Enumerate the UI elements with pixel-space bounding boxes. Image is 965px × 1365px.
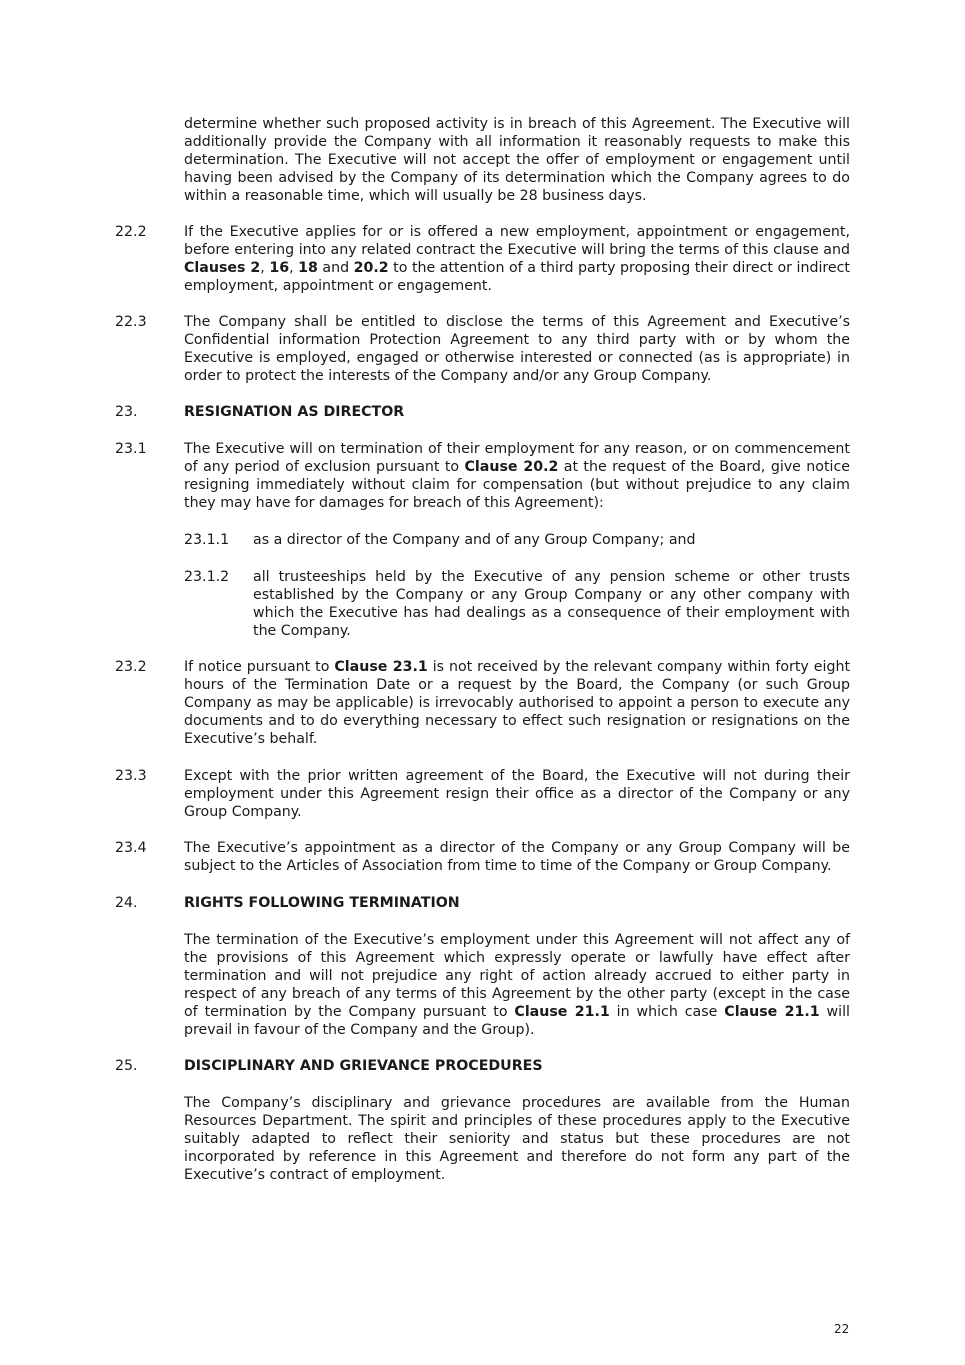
clause-number: 23.4 [115,840,147,856]
subclause-number: 23.1.1 [184,532,230,548]
text-run: , [289,259,299,276]
text-run: to the attention of a third party proposing their direct or indirect employment, appointment or engagement. [184,259,850,294]
subclause-number: 23.1.2 [184,569,230,585]
clause-22-1-continuation: determine whether such proposed activity is in breach of this Agreement. The Executive will additionally provide the Company with all information it reasonably requests to make this determination. The Executive will not accept the offer of employment or engagement until having been advised by the Company of its determination which the Company agrees to do within a reasonable time, which will usually be 28 business days. [184,116,850,204]
section-25-body: The Company’s disciplinary and grievance procedures are available from the Human Resources Department. The spirit and principles of these procedures apply to the Executive suitably adapted to reflect their seniority and status but these procedures are not incorporated by reference in this Agreement and therefore do not form any part of the Executive’s contract of employment. [184,1095,850,1183]
text-run: at the request of the Board, give notice resigning immediately without claim for compensation (but without prejudice to any claim they may have for damages for breach of this Agreement): [184,458,850,511]
section-title: RIGHTS FOLLOWING TERMINATION [184,895,460,911]
section-24-body [184,932,850,1039]
clause-reference: Clauses 2 [184,259,261,276]
section-number: 24. [115,895,138,911]
text-run: The termination of the Executive’s employment under this Agreement will not affect any of the provisions of this Agreement which expressly operate or lawfully have effect after termination and will not prejudice any right of action already accrued to either party in respect of any breach of any terms of this Agreement by the other party (except in the case of termination by the Company pursuant to [184,932,850,1020]
text-run: is not received by the relevant company within forty eight hours of the Termination Date or a request by the Board, the Company (or such Group Company as may be applicable) is irrevocably authorised to appoint a person to execute any documents and to do everything necessary to effect such resignation or resignations on the Executive’s behalf. [184,659,851,747]
text-run: If the Executive applies for or is offered a new employment, appointment or engagement, before entering into any related contract the Executive will bring the terms of this clause and [184,224,850,258]
text-run: If notice pursuant to [184,659,335,675]
clause-number: 22.3 [115,314,147,330]
text-run: , [260,259,270,276]
clause-number: 23.1 [115,441,147,457]
text-run: and [317,259,354,276]
clause-text: The Company shall be entitled to disclose the terms of this Agreement and Executive’s Confidential information Protection Agreement to any third party with or by whom the Executive is employed, engaged or otherwise interested or connected (as is appropriate) in order to protect the interests of the Company and/or any Group Company. [184,314,850,384]
section-title: RESIGNATION AS DIRECTOR [184,404,405,420]
clause-reference: 18 [298,259,318,276]
clause-text [184,224,850,296]
clause-text [184,441,850,513]
text-run: will prevail in favour of the Company and the Group). [184,1003,850,1038]
section-number: 25. [115,1058,138,1074]
clause-number: 23.2 [115,659,147,675]
section-number: 23. [115,404,138,420]
subclause-text: as a director of the Company and of any Group Company; and [253,532,696,548]
clause-reference: Clause 21.1 [724,1003,820,1020]
clause-reference: 16 [269,259,290,276]
page-number: 22 [834,1322,850,1336]
text-run: in which case [609,1003,725,1020]
clause-text: The Executive’s appointment as a director of the Company or any Group Company will be subject to the Articles of Association from time to time of the Company or Group Company. [184,840,850,874]
clause-text [184,659,850,749]
clause-reference: Clause 23.1 [334,659,428,675]
clause-number: 22.2 [115,224,147,240]
text-run: The Executive will on termination of their employment for any reason, or on commencement of any period of exclusion pursuant to [184,441,850,475]
clause-number: 23.3 [115,768,147,784]
clause-reference: Clause 20.2 [464,458,559,475]
clause-text: Except with the prior written agreement of the Board, the Executive will not during their employment under this Agreement resign their office as a director of the Company or any Group Company. [184,768,850,820]
subclause-text: all trusteeships held by the Executive of any pension scheme or other trusts established by the Company or any Group Company or any other company with which the Executive has had dealings as a consequence of their employment with the Company. [253,569,850,639]
clause-reference: 20.2 [353,259,389,276]
clause-reference: Clause 21.1 [514,1003,610,1020]
section-title: DISCIPLINARY AND GRIEVANCE PROCEDURES [184,1058,543,1074]
